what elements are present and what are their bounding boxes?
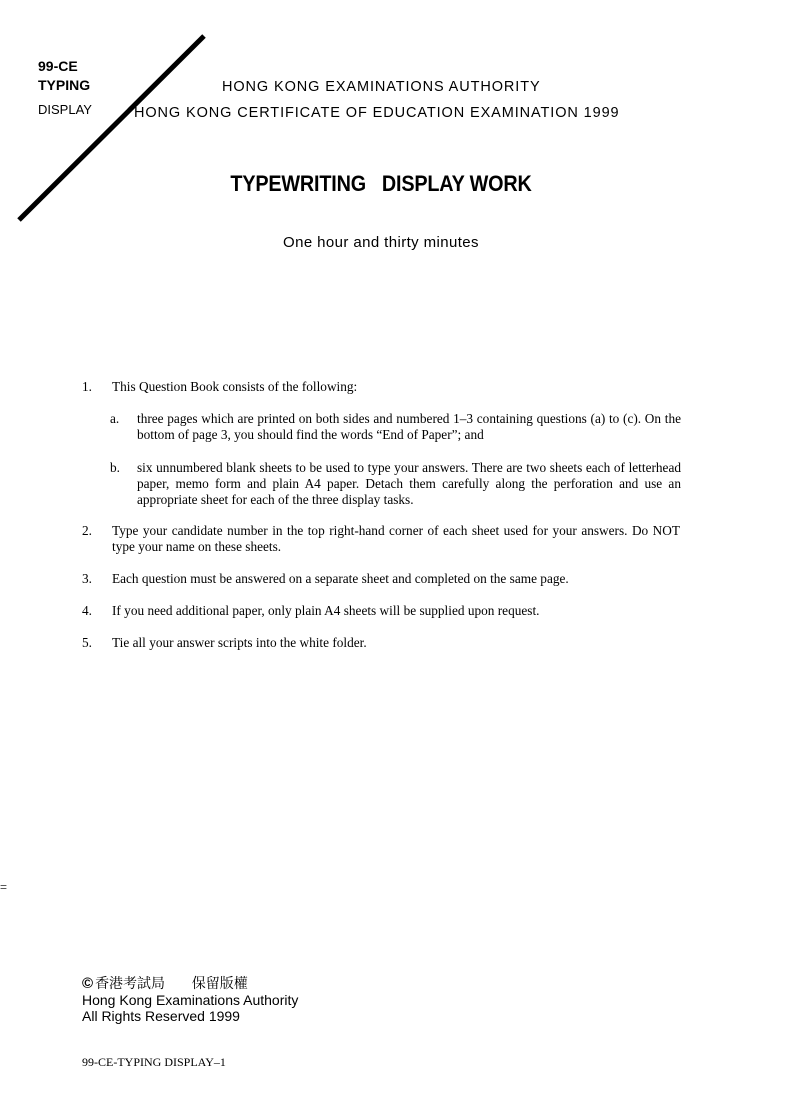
- instruction-text: If you need additional paper, only plain A4 sheets will be supplied upon request.: [112, 603, 540, 618]
- authority-heading: HONG KONG EXAMINATIONS AUTHORITY: [222, 79, 541, 95]
- copyright-owner: Hong Kong Examinations Authority: [82, 992, 299, 1008]
- instruction-subletter: a.: [110, 411, 120, 426]
- instruction-number: 2.: [82, 523, 92, 538]
- instruction-text: Type your candidate number in the top right-hand corner of each sheet used for your answers. Do NOT type your name on these sheets.: [112, 523, 680, 554]
- edge-mark: =: [0, 880, 8, 894]
- copyright-rights: All Rights Reserved 1999: [82, 1008, 240, 1024]
- instruction-number: 1.: [82, 379, 92, 394]
- subject-code: TYPING: [38, 77, 91, 93]
- instruction-number: 4.: [82, 603, 92, 618]
- copyright-icon: ©: [82, 975, 94, 992]
- instruction-subtext: three pages which are printed on both sides and numbered 1–3 containing questions (a) to (c). On the bottom of page 3, you should find the words “End of Paper”; and: [137, 411, 681, 442]
- copyright-block: [82, 976, 298, 1024]
- instruction-subletter: b.: [110, 460, 120, 475]
- paper-section: DISPLAY: [38, 102, 92, 117]
- copyright-chinese: 香港考試局 保留版權: [95, 976, 248, 992]
- instruction-text: This Question Book consists of the following:: [112, 379, 358, 394]
- exam-heading: HONG KONG CERTIFICATE OF EDUCATION EXAMINATION 1999: [134, 105, 620, 121]
- instruction-text: Tie all your answer scripts into the white folder.: [112, 635, 367, 650]
- instruction-number: 3.: [82, 571, 92, 586]
- page-footer: 99-CE-TYPING DISPLAY–1: [82, 1055, 226, 1069]
- page-title: TYPEWRITING DISPLAY WORK: [230, 171, 532, 196]
- exam-duration: One hour and thirty minutes: [283, 234, 479, 251]
- instruction-subtext: six unnumbered blank sheets to be used to type your answers. There are two sheets each of letterhead paper, memo form and plain A4 paper. Detach them carefully along the perforation and use an appropriate sheet for each of the three display tasks.: [137, 460, 681, 507]
- instruction-text: Each question must be answered on a separate sheet and completed on the same page.: [112, 571, 569, 586]
- paper-code: 99-CE: [38, 58, 78, 74]
- instruction-number: 5.: [82, 635, 92, 650]
